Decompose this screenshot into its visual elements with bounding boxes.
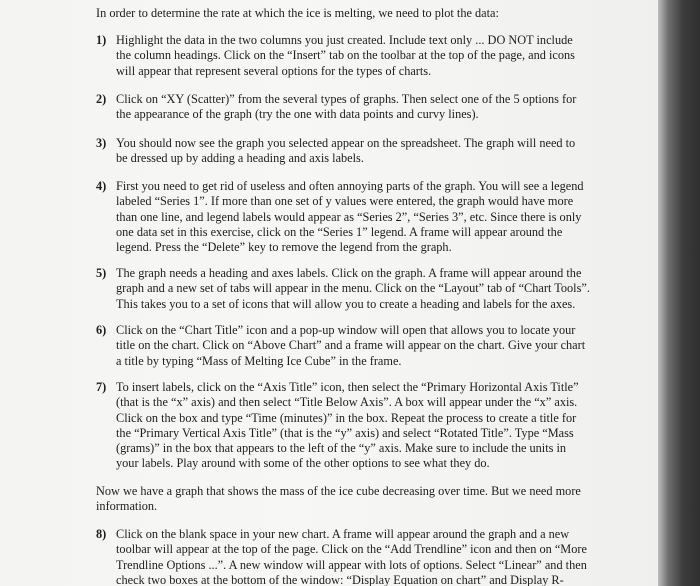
step-8	[96, 527, 656, 586]
step-line: Click on the “Chart Title” icon and a pop-up window will open that allows you to locate your	[116, 323, 576, 337]
step-number: 3)	[96, 136, 107, 150]
step-line: one data set in this exercise, click on the “Series 1” legend. A frame will appear around the	[116, 224, 563, 239]
step-number: 4)	[96, 179, 107, 193]
step-line: the column headings. Click on the “Insert” tab on the toolbar at the top of the page, and icons	[116, 48, 575, 63]
step-line: a title by typing “Mass of Melting Ice Cube” in the frame.	[116, 353, 402, 368]
step-line: labeled “Series 1”. If more than one set of y values were entered, the graph would have more	[116, 194, 574, 209]
step-line: will appear that represent several options for the types of charts.	[116, 63, 432, 78]
step-line: be dressed up by adding a heading and axis labels.	[116, 151, 364, 166]
step-6	[96, 323, 656, 369]
summary-paragraph	[96, 484, 656, 515]
step-2	[96, 92, 656, 123]
step-line: Highlight the data in the two columns you just created. Include text only ... DO NOT include	[116, 33, 573, 47]
step-number: 2)	[96, 92, 107, 106]
step-line: (grams)” in the box that appears to the left of the “y” axis. Make sure to include the units in	[116, 441, 567, 456]
step-line: (that is the “x” axis) and then select “Title Below Axis”. A box will appear under the “x” axis.	[116, 395, 578, 410]
step-1	[96, 33, 656, 79]
step-number: 1)	[96, 33, 107, 47]
step-number: 5)	[96, 266, 107, 280]
step-line: graph and a new set of tabs will appear in the menu. Click on the “Layout” tab of “Chart Tools”.	[116, 281, 590, 296]
step-number: 7)	[96, 380, 107, 394]
step-line: To insert labels, click on the “Axis Title” icon, then select the “Primary Horizontal Axis Title”	[116, 380, 579, 394]
step-line: This takes you to a set of icons that will allow you to create a heading and labels for the axes.	[116, 296, 576, 311]
step-line: Click on “XY (Scatter)” from the several types of graphs. Then select one of the 5 options for	[116, 92, 577, 106]
step-line: title on the chart. Click on “Above Chart” and a frame will appear on the chart. Give your chart	[116, 338, 586, 353]
step-line: the appearance of the graph (try the one with data points and curvy lines).	[116, 107, 479, 122]
paragraph-line: information.	[96, 499, 158, 514]
step-line: You should now see the graph you selected appear on the spreadsheet. The graph will need to	[116, 136, 576, 150]
step-number: 6)	[96, 323, 107, 337]
step-line: your labels. Play around with some of the other options to see what they do.	[116, 456, 490, 471]
paragraph-line: Now we have a graph that shows the mass of the ice cube decreasing over time. But we need more	[96, 484, 581, 498]
step-line: than one line, and legend labels would appear as “Series 2”, “Series 3”, etc. Since there is only	[116, 209, 582, 224]
step-line: the “Primary Vertical Axis Title” (that is the “y” axis) and select “Rotated Title”. Type “Mass	[116, 425, 574, 440]
step-line: Click on the blank space in your new chart. A frame will appear around the graph and a new	[116, 527, 570, 541]
step-line: check two boxes at the bottom of the window: “Display Equation on chart” and Display R-	[116, 572, 564, 586]
step-line: toolbar will appear at the top of the page. Click on the “Add Trendline” icon and then on “More	[116, 542, 587, 557]
step-line: legend. Press the “Delete” key to remove the legend from the graph.	[116, 240, 452, 255]
intro-text: In order to determine the rate at which the ice is melting, we need to plot the data:	[96, 6, 499, 20]
step-7	[96, 380, 656, 472]
step-3	[96, 136, 656, 167]
step-line: Click on the box and type “Time (minutes)” in the box. Repeat the process to create a title for	[116, 410, 577, 425]
step-line: The graph needs a heading and axes labels. Click on the graph. A frame will appear around the	[116, 266, 582, 280]
step-4	[96, 179, 656, 255]
step-line: First you need to get rid of useless and often annoying parts of the graph. You will see a legend	[116, 179, 584, 193]
page-edge-shadow	[658, 0, 700, 586]
step-number: 8)	[96, 527, 107, 541]
step-5	[96, 266, 656, 312]
step-line: Trendline Options ...”. A new window will appear with lots of options. Select “Linear” and then	[116, 557, 587, 572]
